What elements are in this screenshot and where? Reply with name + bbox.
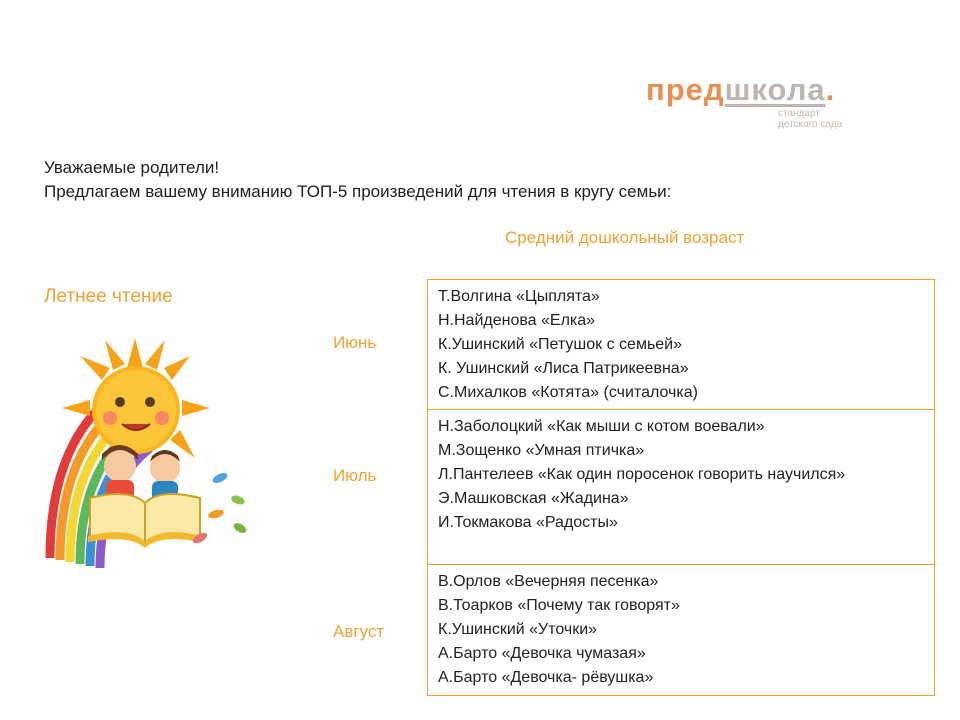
book-item: М.Зощенко «Умная птичка» [438,442,645,459]
book-item: В.Тоарков «Почему так говорят» [438,597,680,614]
month-label-august: Август [333,622,385,641]
age-group-heading: Средний дошкольный возраст [505,228,745,247]
logo-dot: . [825,72,836,107]
logo-word-shkola: школа [724,72,826,107]
book-list-june [427,279,935,411]
book-item: К.Ушинский «Уточки» [438,621,598,638]
book-list-july [427,409,935,565]
greeting [44,156,671,204]
month-label-july: Июль [333,466,377,485]
book-item: Н.Заболоцкий «Как мыши с котом воевали» [438,418,765,435]
book-item: Т.Волгина «Цыплята» [438,288,600,305]
logo-tagline-line2: детского сада [778,119,843,130]
month-label-june: Июнь [333,333,377,352]
book-item: Л.Пантелеев «Как один поросенок говорить научился» [438,466,846,483]
book-list-august [427,564,935,696]
book-item: А.Барто «Девочка- рёвушка» [438,669,654,686]
book-item: В.Орлов «Вечерняя песенка» [438,573,659,590]
book-item: К. Ушинский «Лиса Патрикеевна» [438,360,689,377]
book-item: А.Барто «Девочка чумазая» [438,645,646,662]
book-item: К.Ушинский «Петушок с семьей» [438,336,683,353]
logo-tagline-line1: стандарт [778,108,820,119]
sun-children-illustration [40,328,270,568]
logo-wordmark [646,72,835,108]
book-item: Э.Машковская «Жадина» [438,490,629,507]
logo-tagline [778,108,842,130]
predshkola-logo [642,72,882,134]
greeting-line1: Уважаемые родители! [44,158,220,177]
book-item: Н.Найденова «Елка» [438,312,596,329]
book-item: И.Токмакова «Радосты» [438,514,618,531]
section-title: Летнее чтение [44,286,173,307]
greeting-line2: Предлагаем вашему вниманию ТОП-5 произведений для чтения в кругу семьи: [44,182,672,201]
book-item: С.Михалков «Котята» (считалочка) [438,384,698,401]
logo-word-pred: пред [646,72,725,107]
sun-icon [62,338,210,458]
